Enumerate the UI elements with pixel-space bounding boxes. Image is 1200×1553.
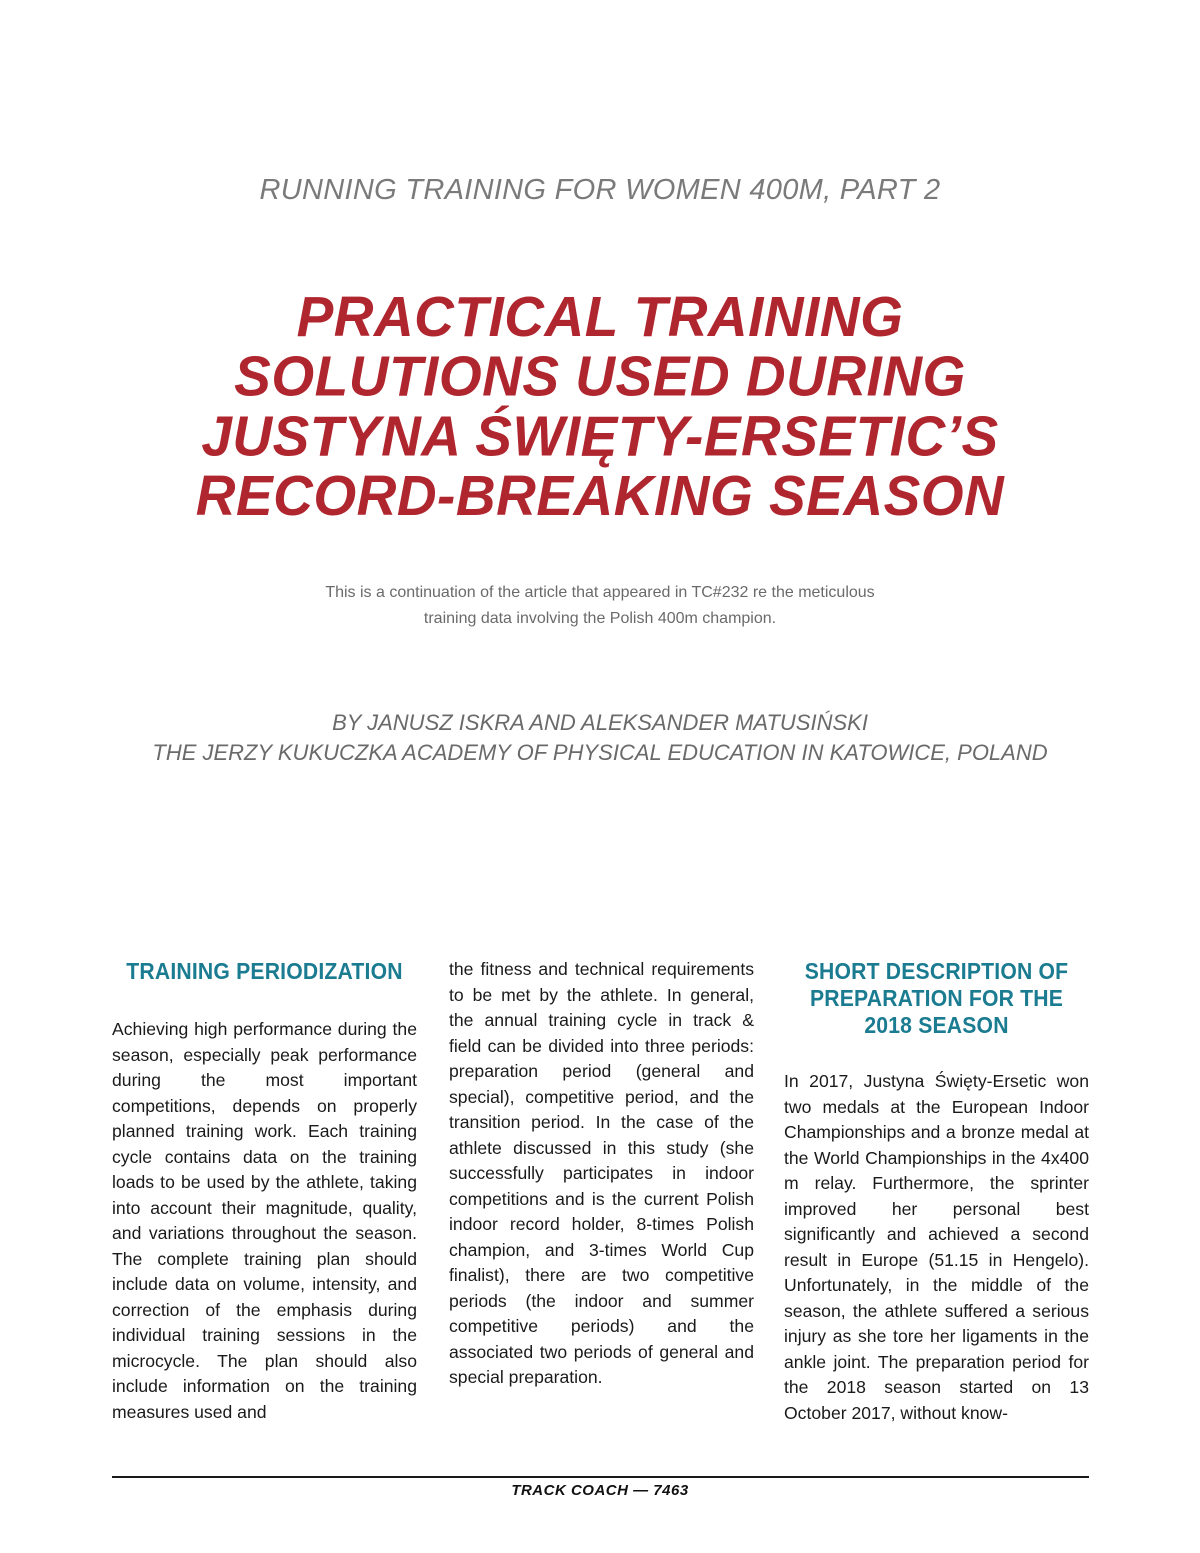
title-line: PRACTICAL TRAINING (296, 284, 904, 349)
series-kicker: RUNNING TRAINING FOR WOMEN 400M, PART 2 (259, 174, 941, 206)
heading-line: 2018 SEASON (864, 1012, 1009, 1038)
column-1 (112, 955, 417, 1425)
title-line: JUSTYNA ŚWIĘTY-ERSETIC’S (201, 403, 999, 468)
section-heading-periodization: TRAINING PERIODIZATION (126, 958, 403, 984)
article-title (0, 284, 1200, 528)
heading-line: SHORT DESCRIPTION OF (804, 958, 1069, 984)
page-footer: TRACK COACH — 7463 (511, 1482, 689, 1499)
author-byline (0, 708, 1200, 768)
column-3 (784, 955, 1089, 1426)
intro-line: This is a continuation of the article that appeared in TC#232 re the meticulous (325, 584, 875, 601)
heading-line: PREPARATION FOR THE (809, 985, 1064, 1011)
body-paragraph: In 2017, Justyna Święty-Ersetic won two medals at the European Indoor Championships and a bronze medal at the World Championships in the 4x400 m relay. Furthermore, the sprinter improved her personal best significantly and achieved a second result in Europe (51.15 in Hengelo). Unfortunately, in the middle of the season, the athlete suffered a serious injury as she tore her ligaments in the ankle joint. The preparation period for the 2018 season started on 13 October 2017, without know- (784, 1071, 1089, 1423)
affiliation: THE JERZY KUKUCZKA ACADEMY OF PHYSICAL EDUCATION IN KATOWICE, POLAND (152, 740, 1048, 765)
footer-rule (112, 1476, 1089, 1478)
title-line: RECORD-BREAKING SEASON (195, 463, 1005, 528)
column-2 (449, 955, 754, 1391)
intro-line: training data involving the Polish 400m champion. (423, 610, 777, 627)
article-intro (250, 580, 950, 632)
body-paragraph: Achieving high performance during the season, especially peak performance during the most important competitions, depends on properly planned training work. Each training cycle contains data on the training loads to be used by the athlete, taking into account their magnitude, quality, and variations throughout the season. The complete training plan should include data on volume, intensity, and correction of the emphasis during individual training sessions in the microcycle. The plan should also include information on the training measures used and (112, 1019, 417, 1422)
body-paragraph-continued: the fitness and technical requirements to be met by the athlete. In general, the annual training cycle in track & field can be divided into three periods: preparation period (general and special), competitive period, and the transition period. In the case of the athlete discussed in this study (she successfully participates in indoor competitions and is the current Polish indoor record holder, 8-times Polish champion, and 3-times World Cup finalist), there are two competitive periods (the indoor and summer competitive periods) and the associated two periods of general and special preparation. (449, 959, 754, 1387)
authors: BY JANUSZ ISKRA AND ALEKSANDER MATUSIŃSKI (332, 710, 868, 735)
section-heading-preparation (796, 958, 1077, 1039)
title-line: SOLUTIONS USED DURING (234, 344, 966, 409)
